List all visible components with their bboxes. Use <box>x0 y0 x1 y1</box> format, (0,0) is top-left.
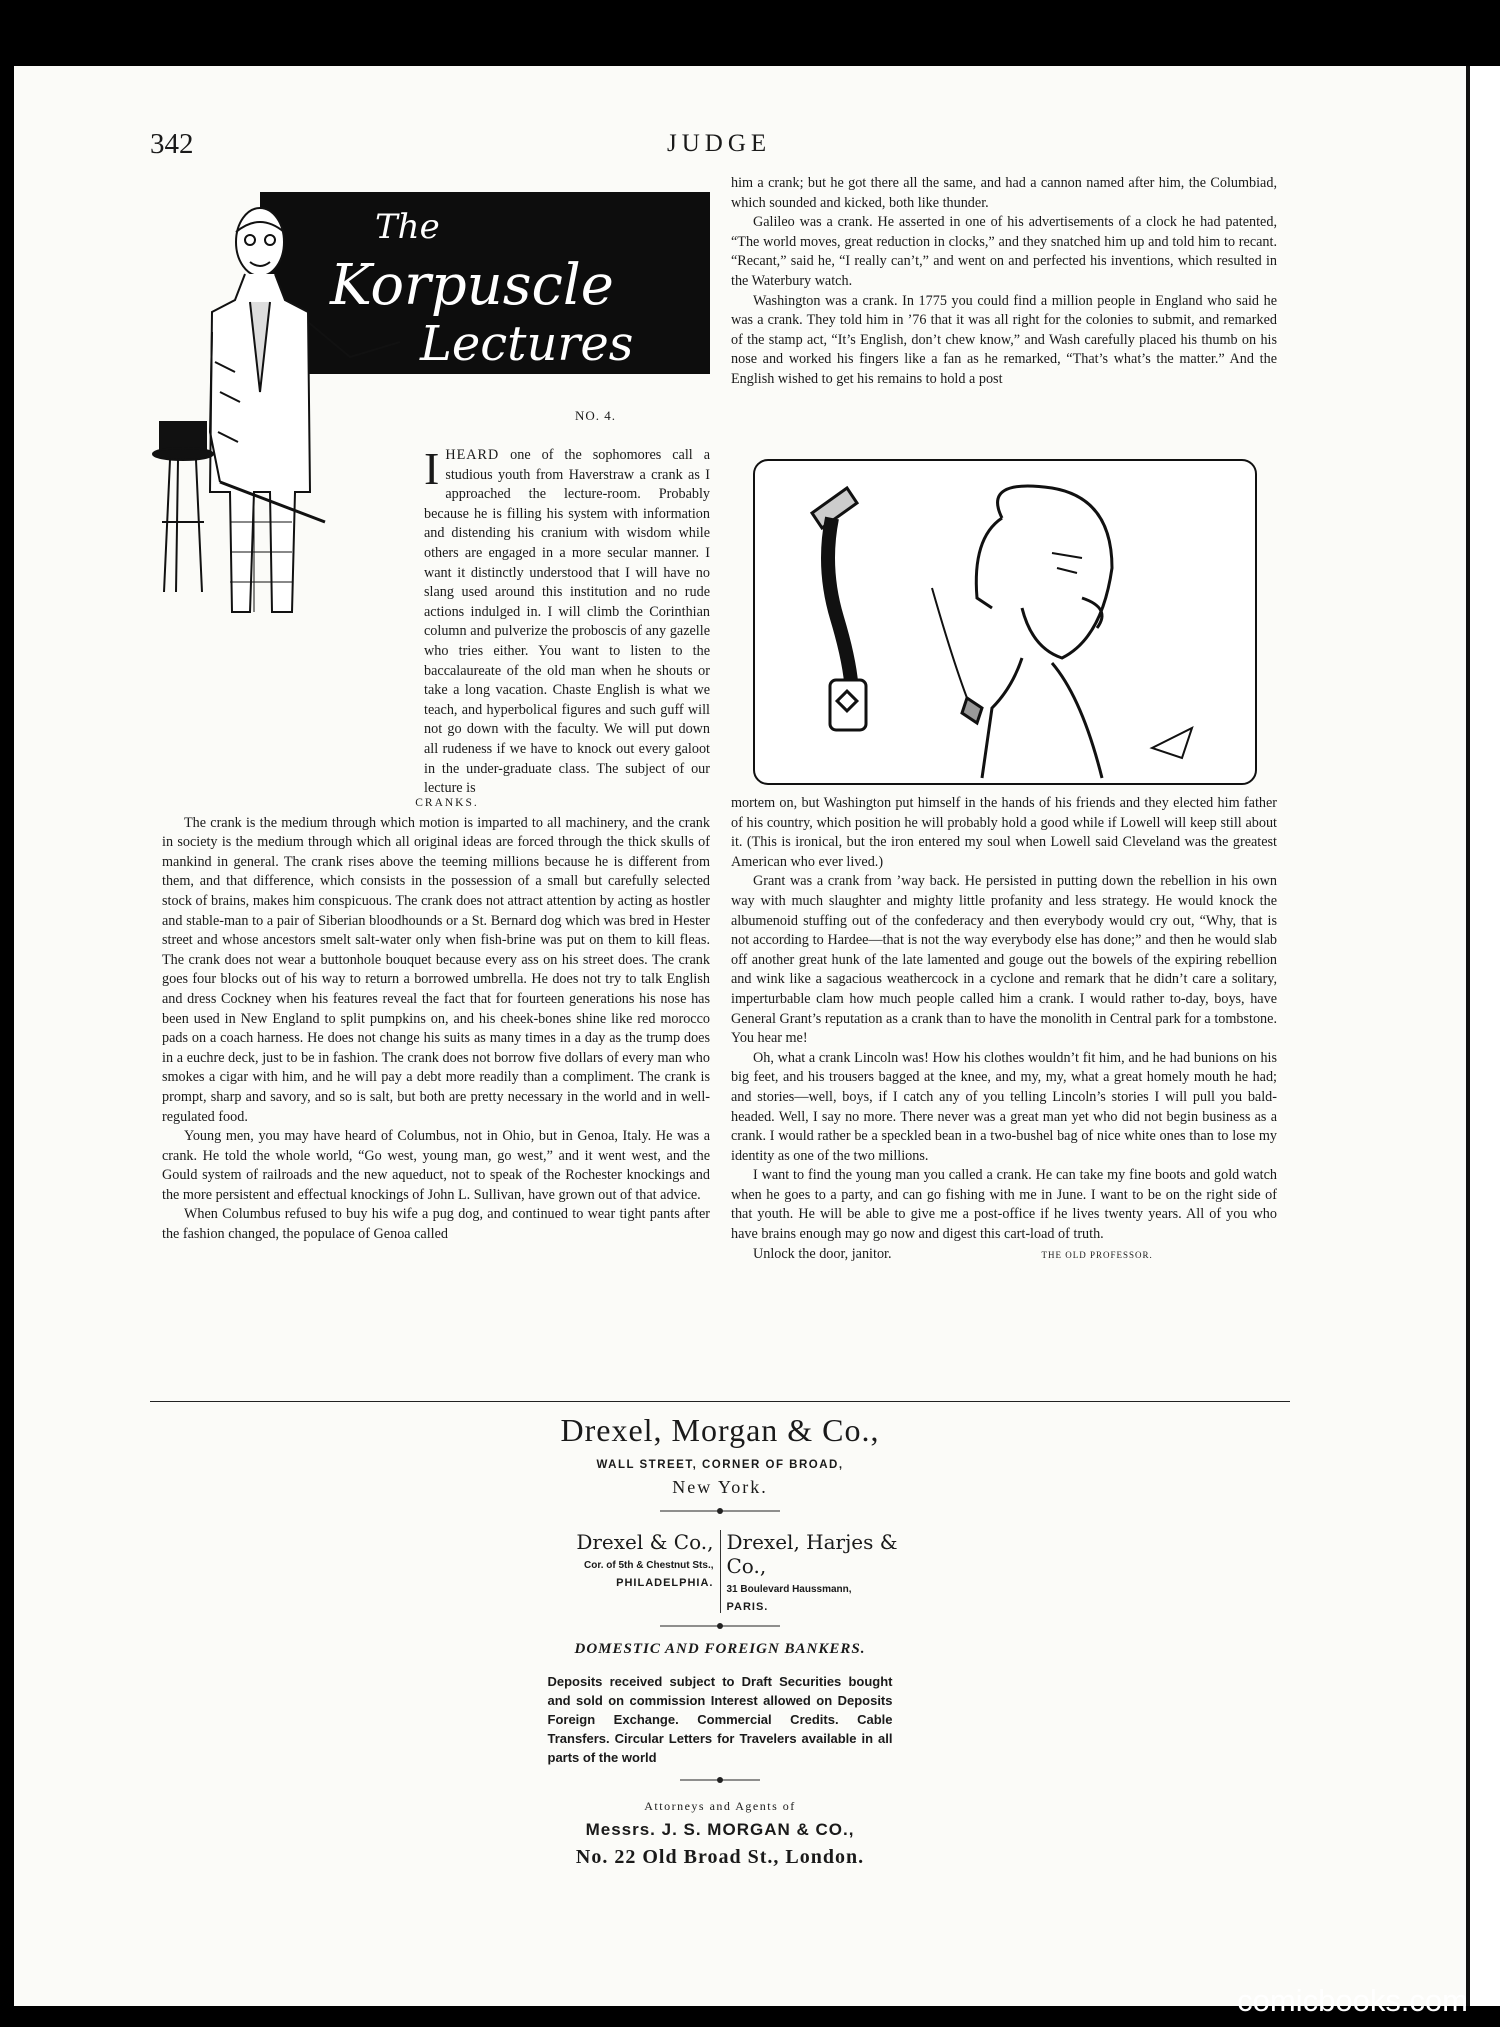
crank-caricature-illustration <box>752 458 1258 786</box>
title-word-the: The <box>375 207 440 247</box>
ad-city: New York. <box>672 1477 768 1497</box>
ornament-divider-3 <box>680 1775 760 1785</box>
ornament-divider-2 <box>660 1621 780 1631</box>
paragraph-columbus-2: When Columbus refused to buy his wife a pug dog, and continued to wear tight pants after the fashion changed, the populace of Genoa called <box>162 1206 710 1243</box>
signature: THE OLD PROFESSOR. <box>1041 1249 1153 1260</box>
paragraph-cranks: The crank is the medium through which motion is imparted to all machinery, and the crank in society is the medium through which all original ideas are forced through the thick skulls of mankind in general. The crank rises above the teeming millions because he is different from them, and that difference, which consists in the possession of a small but carefully selected stock of brains, makes him conspicuous. The crank does not attract attention by acting as hostler and stable-man to a pair of Siberian bloodhounds or a St. Bernard dog which was bred in Hester street and whose ancestors smelt salt-water only when fish-brine was put on them to kill fleas. The crank does not wear a buttonhole bouquet because every ass on his street does. The crank goes four blocks out of his way to return a borrowed umbrella. He does not try to talk English and dress Cockney when his features reveal the fact that for fourteen generations his nose has been used in New England to split pumpkins on, and his cheek-bones shine like red morocco pads on a coach harness. He does not change his suits as many times in a day as the trump does in a euchre deck, just to be in fashion. The crank does not borrow five dollars of every man who smokes a cigar with him, and he will pay a debt more readily than a compliment. The crank is prompt, sharp and savory, and so is salt, but both are pretty necessary in the world and in well-regulated food. <box>162 814 710 1125</box>
ad-branches <box>520 1530 920 1613</box>
paragraph-columbiad: him a crank; but he got there all the same, and had a cannon named after him, the Columbiad, which sounded and kicked, both like thunder. <box>731 175 1277 211</box>
branch-right-address: 31 Boulevard Haussmann, <box>726 1584 852 1595</box>
divider-rule <box>150 1401 1290 1402</box>
section-subhead: CRANKS. <box>415 797 479 809</box>
paragraph-washington: Washington was a crank. In 1775 you could find a million people in England who said he was a crank. They told him in ’76 that it was all right for the colonies to submit, and remarked of the stamp act, “It’s English, don’t chew know,” and Wash carefully placed his thumb on his nose and worked his fingers like a fan as he remarked, “That’s what’s the matter.” And the English wished to get his remains to hold a post <box>731 292 1277 387</box>
branch-left-address: Cor. of 5th & Chestnut Sts., <box>584 1560 714 1571</box>
paragraph-lincoln: Oh, what a crank Lincoln was! How his clothes wouldn’t fit him, and he had bunions on his big feet, and his trousers bagged at the knee, and my, my, what a great homely mouth he had; and stories—well, boys, if I catch any of you telling Lincoln’s stories I will pull you bald-headed. Well, I say no more. There never was a great man yet who did not begin business as a crank. I would rather be a speckled bean in a two-bushel bag of nice white ones than to lose my identity as one of the two millions. <box>731 1049 1277 1164</box>
branch-right-city: PARIS. <box>726 1601 769 1613</box>
title-word-korpuscle: Korpuscle <box>330 253 614 318</box>
opening-paragraph <box>424 443 710 799</box>
ad-attorneys: Attorneys and Agents of <box>644 1799 796 1813</box>
branch-left-name: Drexel & Co., <box>576 1530 714 1554</box>
ornament-divider <box>660 1506 780 1516</box>
ad-london-address: No. 22 Old Broad St., London. <box>575 1846 865 1868</box>
paragraph-closing <box>731 1245 1277 1266</box>
paragraph-columbus: Young men, you may have heard of Columbus, not in Ohio, but in Genoa, Italy. He was a crank. He told the whole world, “Go west, young man, go west,” and it went west, and the Gould system of railroads and the new aqueduct, not to speak of the Rochester knockings and the more persistent and effectual knockings of John L. Sullivan, have grown out of that advice. <box>162 1128 710 1203</box>
closing-line: Unlock the door, janitor. <box>753 1245 892 1262</box>
drop-cap: I <box>424 443 440 494</box>
ad-messrs: Messrs. J. S. MORGAN & CO., <box>585 1820 855 1839</box>
opening-text: one of the sophomores call a studious youth from Haverstraw a crank as I approached the lecture-room. Probably because he is filling his system with information and distending his cranium with wisdom while others are engaged in a more secular manner. I want it distinctly understood that I will have no slang used around this institution and no rude actions indulged in. I will climb the Corinthian column and pulverize the proboscis of any gazelle who tries either. You want to listen to the baccalaureate of the old man when he shouts or take a long vacation. Chaste English is what we teach, and hyperbolical figures and such guff will not go down with the faculty. We will put down all rudeness if we have to knock out every galoot in the under-graduate class. The subject of our lecture is <box>424 447 710 797</box>
page-edge <box>1466 66 1500 2006</box>
paragraph-young-man: I want to find the young man you called a crank. He can take my fine boots and gold watch when he goes to a party, and can go fishing with me in June. I want to be on the right side of that youth. He will be able to give me a post-office if he lives twenty years. All of you who have brains enough may go now and digest this cart-load of truth. <box>731 1167 1277 1243</box>
page-number: 342 <box>150 128 194 160</box>
paragraph-washington-2: mortem on, but Washington put himself in the hands of his friends and they elected him father of his country, which position he will probably hold a good while if Lowell will keep still about it. (This is ironical, but the iron entered my soul when Lowell said Cleveland was the greatest American who ever lived.) <box>731 795 1277 870</box>
branch-left-city: PHILADELPHIA. <box>616 1577 714 1589</box>
branch-right-name: Drexel, Harjes & Co., <box>726 1530 898 1578</box>
article-column-left-lower <box>162 794 710 1245</box>
paragraph-galileo: Galileo was a crank. He asserted in one of his advertisements of a clock he had patented, “The world moves, great reduction in clocks,” and they snatched him up and told him to recant. “Recant,” said he, “I really can’t,” and went on and perfected his inventions, which resulted in the Waterbury watch. <box>731 214 1277 289</box>
article-column-left <box>162 443 710 799</box>
ad-body: Deposits received subject to Draft Securities bought and sold on commission Interest allowed on Deposits Foreign Exchange. Commercial Credits. Cable Transfers. Circular Letters for Travelers available in all parts of the world <box>547 1674 893 1765</box>
article-column-right-lower <box>731 794 1277 1265</box>
article-column-right <box>731 174 1277 390</box>
ad-tagline: DOMESTIC AND FOREIGN BANKERS. <box>574 1641 866 1657</box>
opening-caps: HEARD <box>445 447 500 463</box>
ad-firm-name: Drexel, Morgan & Co., <box>560 1412 880 1448</box>
title-word-lectures: Lectures <box>420 316 634 372</box>
branch-philadelphia <box>523 1530 721 1613</box>
lecture-number: NO. 4. <box>575 408 617 423</box>
watermark: comicbooks.com <box>1237 1983 1468 2018</box>
ad-address: WALL STREET, CORNER OF BROAD, <box>596 1459 844 1471</box>
paragraph-grant: Grant was a crank from ’way back. He persisted in putting down the rebellion in his own way with much slaughter and mighty little profanity and less strategy. He would knock the albumenoid stuffing out of the confederacy and then everybody would cry out, “Why, that is not according to Hardee—that is not the way everybody else has done;” and then he would slab off another great hunk of the late lamented and gouge out the bowels of the expiring rebellion and wink like a sagacious weathercock in a cyclone and remark that he didn’t care a solitary, imperturbable clam how much people called him a crank. I would rather to-day, boys, have General Grant’s reputation as a crank than to have the monolith in Central park for a tombstone. You hear me! <box>731 873 1277 1047</box>
branch-paris <box>721 1530 918 1613</box>
bank-advertisement <box>520 1408 920 1869</box>
magazine-title: JUDGE <box>667 130 772 157</box>
